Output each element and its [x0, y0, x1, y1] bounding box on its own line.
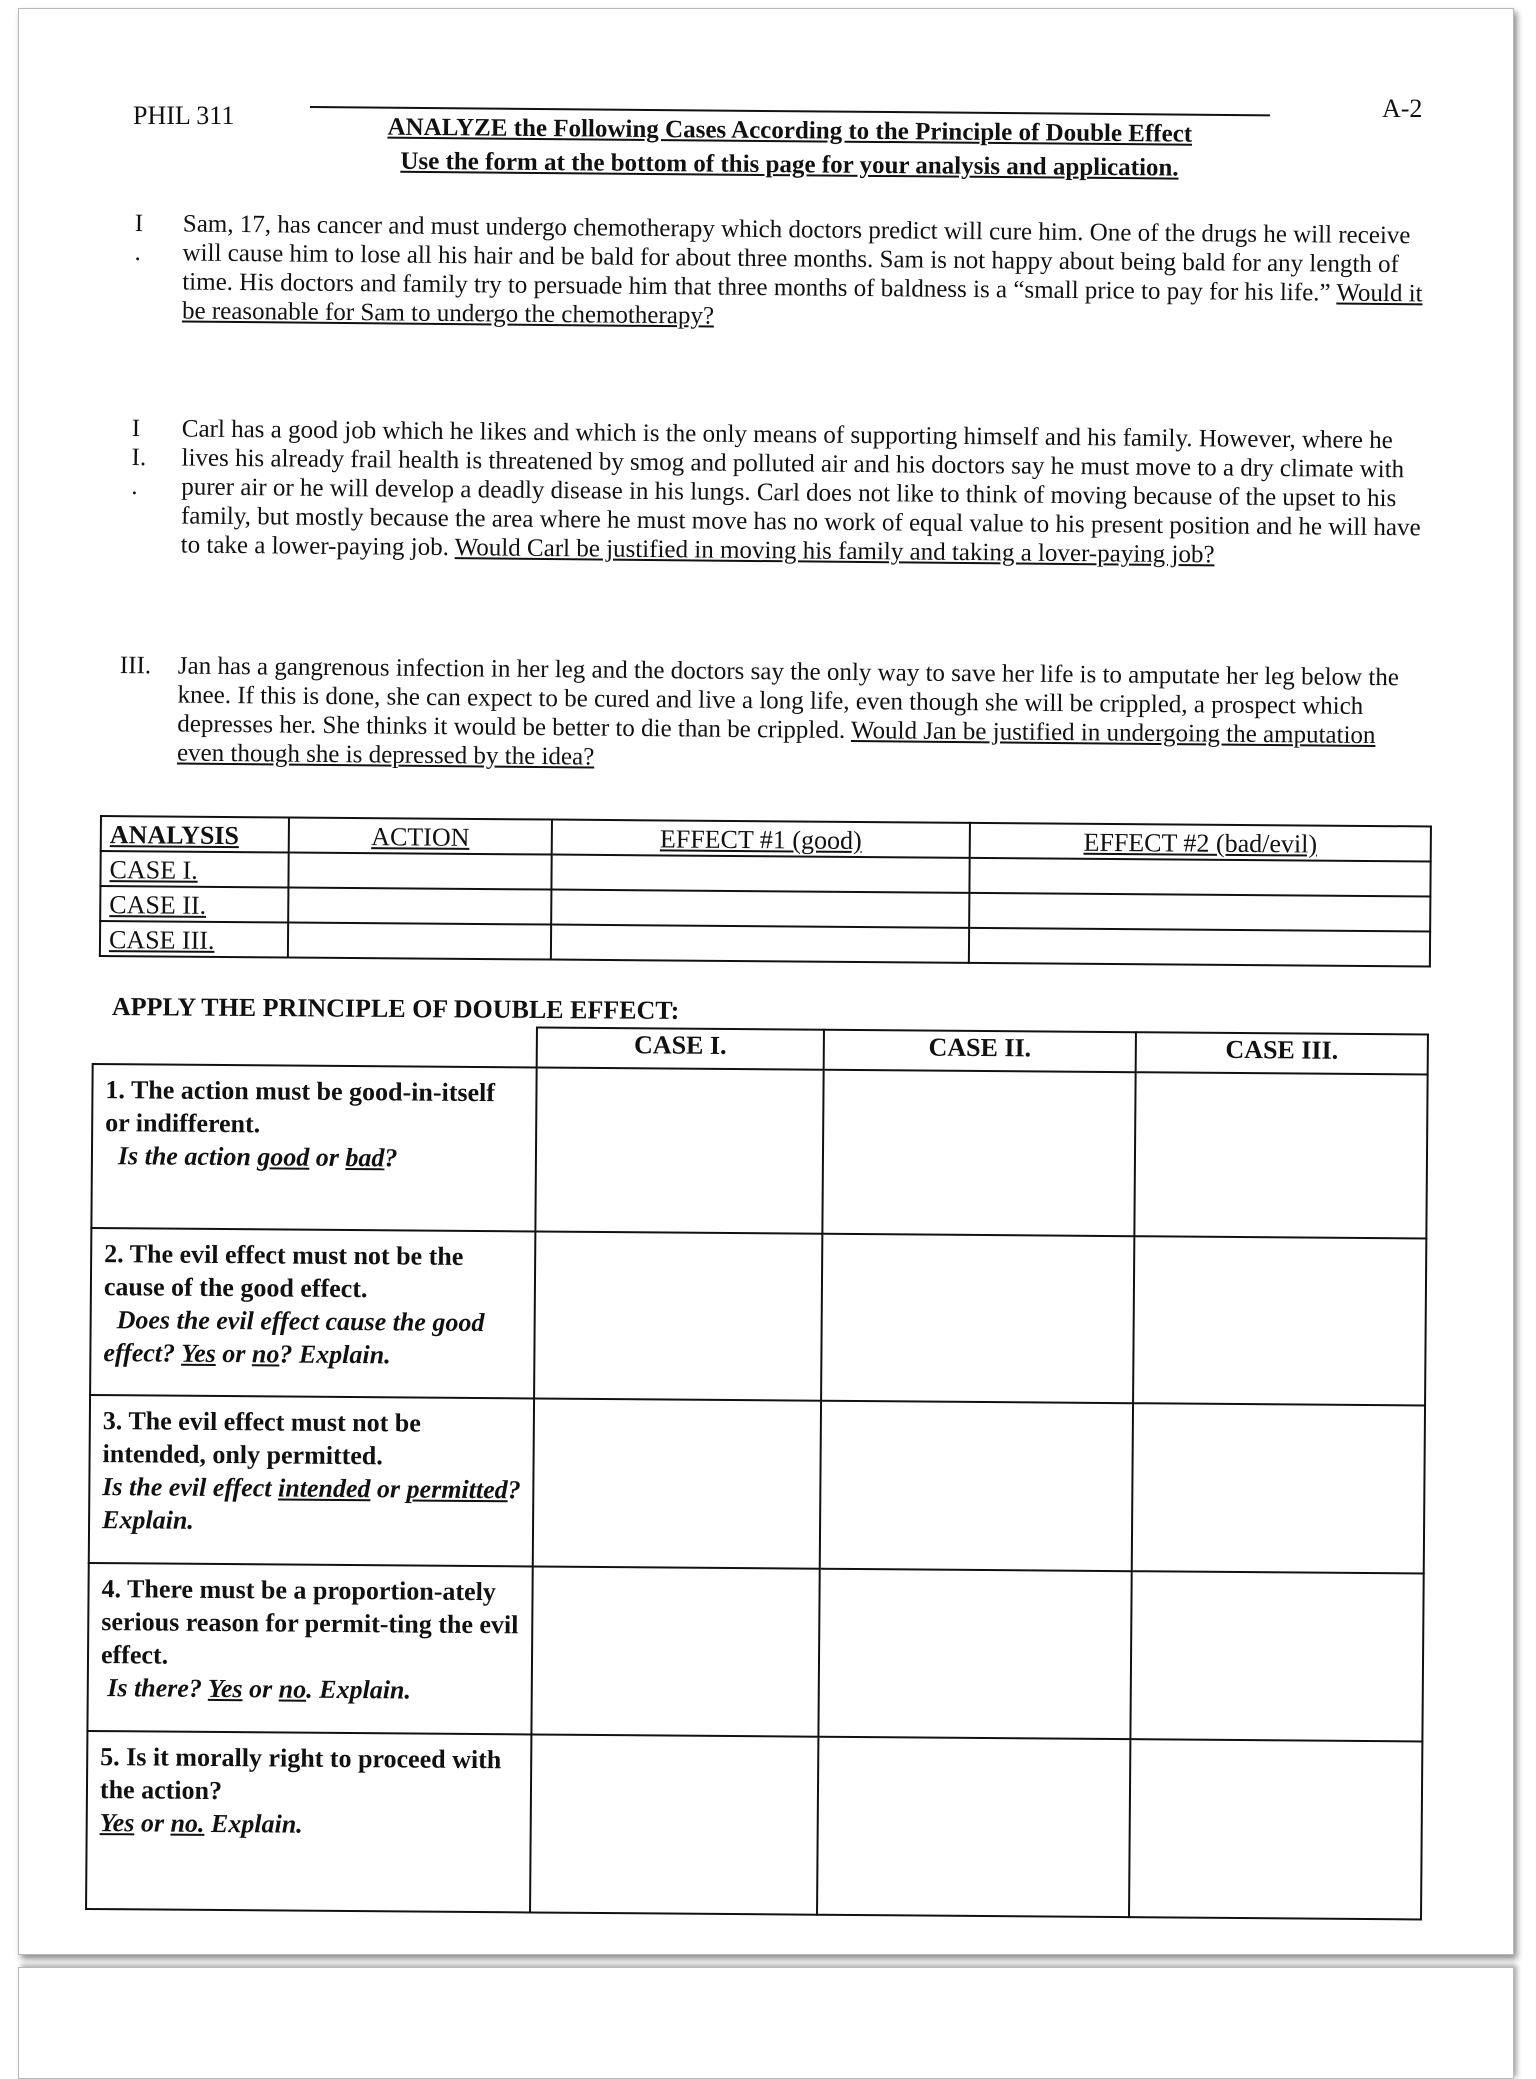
apply-table [85, 1023, 1429, 1920]
criterion-4-rule: 4. There must be a proportion-ately serious reason for permit-ting the evil effect. [100, 1574, 519, 1670]
case-3-number: III. [119, 651, 152, 680]
case-2-question: Would Carl be justified in moving his family and taking a lover-paying job? [454, 534, 1215, 569]
table-row [86, 1731, 1422, 1919]
case-1-number: I . [134, 209, 144, 267]
criterion-4-case-1-cell[interactable] [531, 1566, 819, 1736]
criterion-2-question: Does the evil effect cause the good effect? Yes or no? Explain. [103, 1305, 485, 1370]
criterion-5 [86, 1731, 531, 1912]
case-1-body: Sam, 17, has cancer and must undergo chemotherapy which doctors predict will cure him. One of the drugs he will receive will cause him to lose all his hair and be bald for about three months. Sam is not happy about being bald for any length of time. His doctors and family try to persuade him that three months of baldness is a “small price to pay for his life.” [182, 210, 1411, 307]
criterion-4-case-2-cell[interactable] [818, 1569, 1131, 1739]
page-number: A-2 [1382, 94, 1423, 123]
case-2-effect-bad-cell[interactable] [969, 893, 1430, 932]
table-row [90, 1228, 1426, 1405]
case-1-action-cell[interactable] [288, 852, 551, 889]
table-row [91, 1064, 1427, 1238]
criterion-3-case-2-cell[interactable] [820, 1401, 1133, 1571]
apply-col-case-2: CASE II. [824, 1030, 1136, 1072]
worksheet-title: ANALYZE the Following Cases According to the Principle of Double Effect [387, 113, 1193, 148]
criterion-1-case-3-cell[interactable] [1134, 1072, 1427, 1238]
criterion-5-case-3-cell[interactable] [1129, 1739, 1422, 1919]
case-1-text [182, 209, 1428, 337]
criterion-2-case-2-cell[interactable] [821, 1234, 1134, 1403]
case-1-effect-good-cell[interactable] [551, 855, 969, 893]
table-row [89, 1395, 1425, 1573]
criterion-1-case-1-cell[interactable] [535, 1067, 823, 1233]
action-header: ACTION [289, 817, 552, 854]
case-3-question: Would Jan be justified in undergoing the amputation even though she is depressed by the idea? [176, 717, 1376, 771]
criterion-3-case-3-cell[interactable] [1132, 1403, 1425, 1573]
row-label-case-2: CASE II. [100, 886, 288, 922]
next-page-edge [18, 1967, 1514, 2079]
course-code: PHIL 311 [133, 101, 235, 130]
criterion-4 [87, 1563, 532, 1734]
row-label-case-1: CASE I. [100, 851, 288, 887]
effect-bad-header: EFFECT #2 (bad/evil) [970, 823, 1431, 862]
criterion-1 [91, 1064, 536, 1231]
apply-col-case-3: CASE III. [1136, 1032, 1428, 1074]
case-3-effect-good-cell[interactable] [551, 925, 969, 963]
criterion-2-case-1-cell[interactable] [534, 1231, 822, 1400]
criterion-5-rule: 5. Is it morally right to proceed with the action? [99, 1742, 502, 1806]
effect-good-header: EFFECT #1 (good) [552, 820, 970, 858]
criterion-3 [89, 1395, 534, 1566]
apply-corner-cell [93, 1024, 537, 1067]
case-2-number: I I. . [131, 414, 147, 501]
case-3-effect-bad-cell[interactable] [969, 928, 1430, 967]
analysis-table [99, 815, 1432, 967]
table-row [87, 1563, 1423, 1741]
worksheet-subtitle: Use the form at the bottom of this page for your analysis and application. [400, 147, 1179, 182]
case-3-text [177, 652, 1423, 780]
apply-col-case-1: CASE I. [537, 1027, 824, 1069]
criterion-2 [90, 1228, 535, 1398]
case-2-action-cell[interactable] [288, 887, 551, 924]
case-2-effect-good-cell[interactable] [551, 890, 969, 928]
case-3-body: Jan has a gangrenous infection in her leg and the doctors say the only way to save her life is to amputate her leg below the knee. If this is done, she can expect to be cured and live a long life, even though she will be crippled, a prospect which depresses her. She thinks it would be better to die than be crippled. [177, 652, 1400, 744]
criterion-5-case-2-cell[interactable] [817, 1737, 1130, 1917]
criterion-5-question: Yes or no. Explain. [99, 1808, 303, 1839]
criterion-1-question: Is the action good or bad? [117, 1141, 398, 1173]
case-2-body: Carl has a good job which he likes and which is the only means of supporting himself and his family. However, where he lives his already frail health is threatened by smog and polluted air and his doctors say he must move to a dry climate with purer air or he will develop a deadly disease in his lungs. Carl does not like to think of moving because of the upset to his family, but mostly because the area where he must move has no work of equal value to his present position and he will have to take a lower-paying job. [180, 415, 1421, 562]
criterion-4-case-3-cell[interactable] [1130, 1571, 1423, 1741]
case-1-question: Would it be reasonable for Sam to undergo the chemotherapy? [181, 279, 1423, 330]
row-label-case-3: CASE III. [100, 921, 288, 957]
criterion-3-question: Is the evil effect intended or permitted? Explain. [101, 1472, 521, 1535]
worksheet-heading [309, 106, 1270, 186]
criterion-5-case-1-cell[interactable] [530, 1734, 818, 1914]
criterion-3-rule: 3. The evil effect must not be intended, only permitted. [102, 1406, 421, 1471]
case-3-action-cell[interactable] [288, 922, 551, 959]
criterion-3-case-1-cell[interactable] [533, 1398, 821, 1568]
case-2-text [181, 414, 1434, 571]
analysis-header: ANALYSIS [101, 816, 289, 852]
criterion-1-case-2-cell[interactable] [822, 1070, 1135, 1236]
criterion-2-rule: 2. The evil effect must not be the cause of the good effect. [103, 1239, 464, 1304]
apply-title: APPLY THE PRINCIPLE OF DOUBLE EFFECT: [111, 992, 680, 1025]
criterion-4-question: Is there? Yes or no. Explain. [107, 1673, 412, 1705]
criterion-1-rule: 1. The action must be good-in-itself or indifferent. [105, 1075, 496, 1139]
criterion-2-case-3-cell[interactable] [1133, 1236, 1426, 1405]
case-1-effect-bad-cell[interactable] [969, 858, 1430, 897]
